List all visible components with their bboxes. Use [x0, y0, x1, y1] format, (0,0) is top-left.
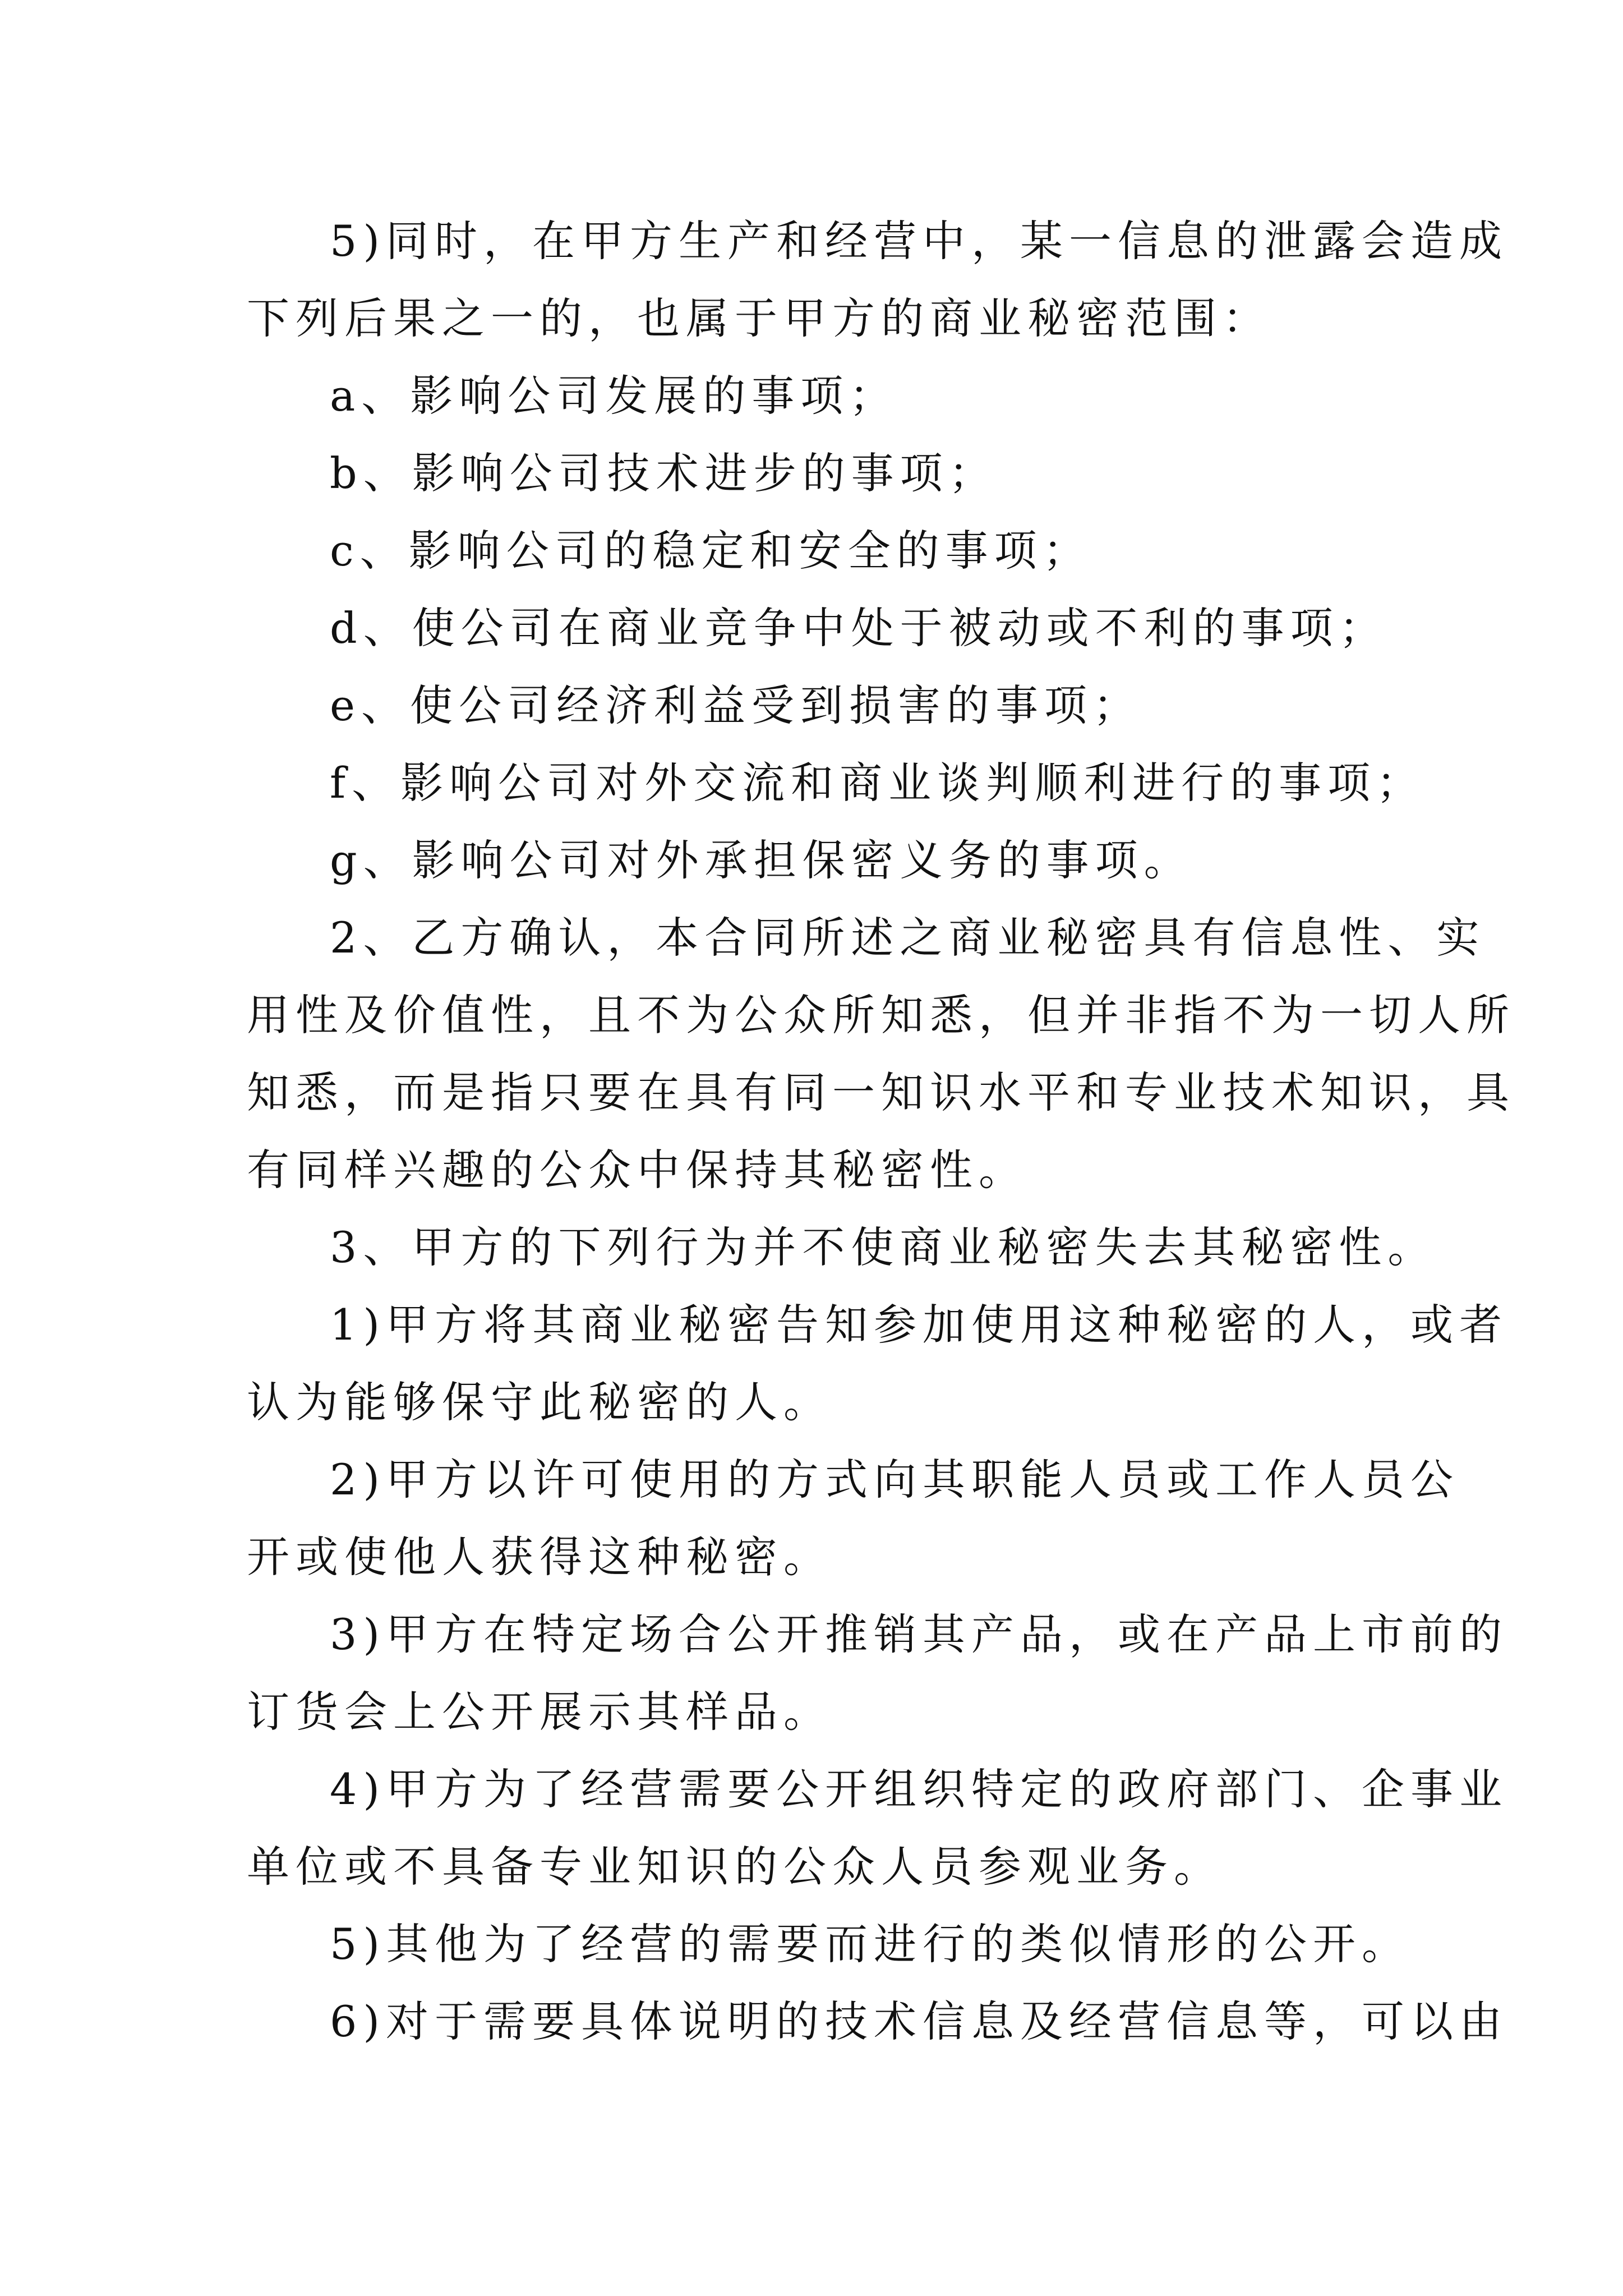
text-line: 6)对于需要具体说明的技术信息及经营信息等，可以由 — [330, 1996, 1509, 2046]
text-line: 知悉，而是指只要在具有同一知识水平和专业技术知识，具 — [247, 1068, 1515, 1117]
text-line: 5)同时，在甲方生产和经营中，某一信息的泄露会造成 — [330, 216, 1509, 266]
text-line: 3)甲方在特定场合公开推销其产品，或在产品上市前的 — [330, 1609, 1509, 1659]
text-line: c、影响公司的稳定和安全的事项； — [330, 526, 1092, 576]
text-line: b、影响公司技术进步的事项； — [330, 448, 998, 498]
text-line: 3、甲方的下列行为并不使商业秘密失去其秘密性。 — [330, 1222, 1437, 1272]
text-line: 单位或不具备专业知识的公众人员参观业务。 — [247, 1842, 1223, 1892]
text-line: 有同样兴趣的公众中保持其秘密性。 — [247, 1145, 1027, 1195]
text-line: f、影响公司对外交流和商业谈判顺利进行的事项； — [330, 758, 1426, 808]
text-line: 认为能够保守此秘密的人。 — [247, 1377, 832, 1427]
text-line: d、使公司在商业竞争中处于被动或不利的事项； — [330, 603, 1388, 653]
text-line: 2、乙方确认，本合同所述之商业秘密具有信息性、实 — [330, 913, 1486, 963]
text-line: g、影响公司对外承担保密义务的事项。 — [330, 835, 1193, 885]
text-line: 用性及价值性，且不为公众所知悉，但并非指不为一切人所 — [247, 990, 1515, 1040]
text-line: 订货会上公开展示其样品。 — [247, 1687, 832, 1737]
text-line: 4)甲方为了经营需要公开组织特定的政府部门、企事业 — [330, 1764, 1509, 1814]
text-line: 2)甲方以许可使用的方式向其职能人员或工作人员公 — [330, 1455, 1460, 1504]
text-line: 5)其他为了经营的需要而进行的类似情形的公开。 — [330, 1919, 1411, 1969]
text-line: 开或使他人获得这种秘密。 — [247, 1532, 832, 1582]
text-line: 1)甲方将其商业秘密告知参加使用这种秘密的人，或者 — [330, 1300, 1509, 1350]
text-line: a、影响公司发展的事项； — [330, 371, 898, 421]
text-line: e、使公司经济利益受到损害的事项； — [330, 680, 1142, 730]
text-line: 下列后果之一的，也属于甲方的商业秘密范围： — [247, 293, 1271, 343]
